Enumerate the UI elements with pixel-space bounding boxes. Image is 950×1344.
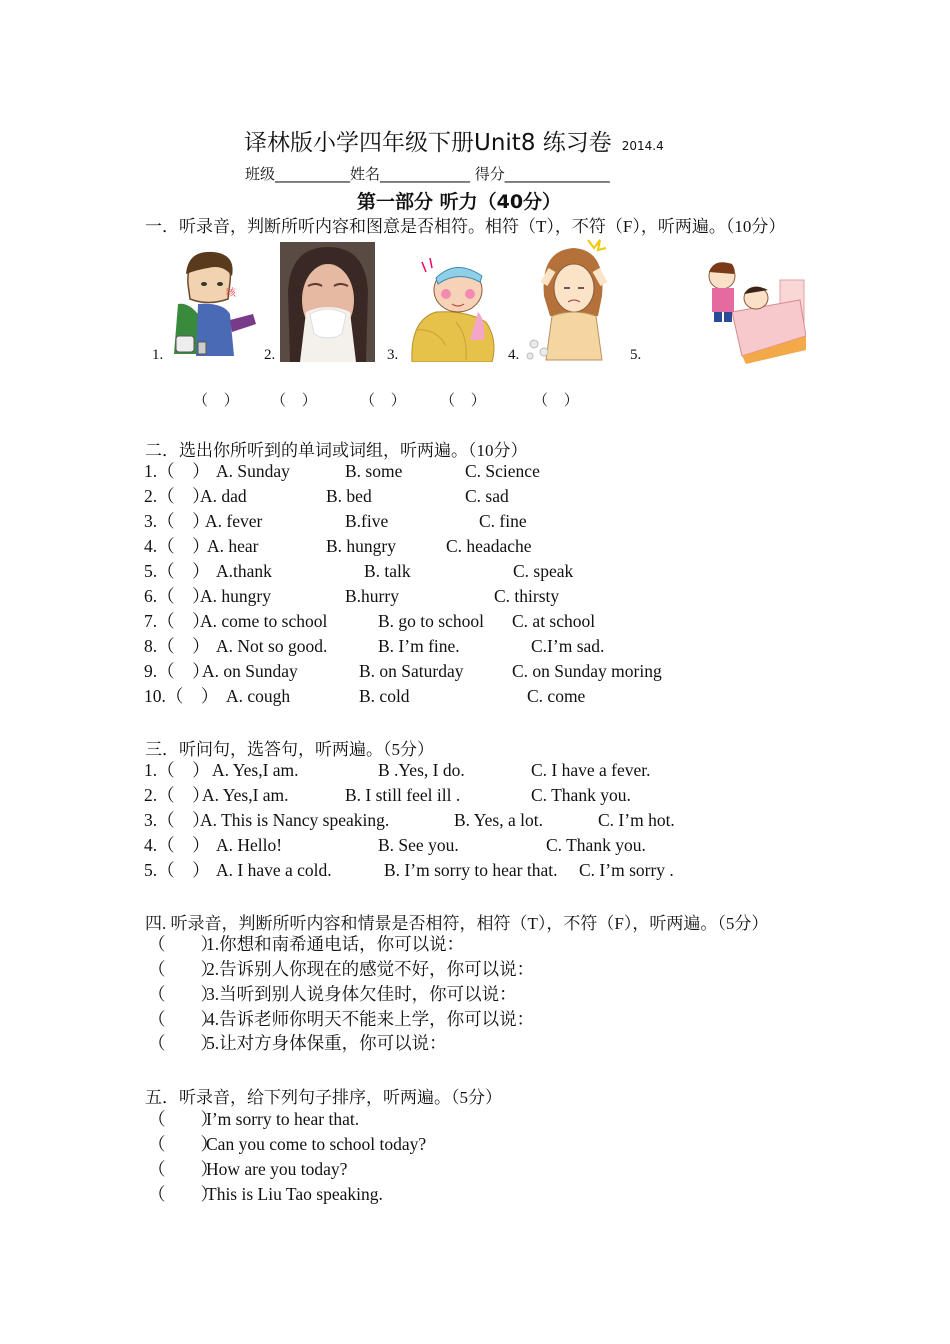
- section3-row-2: [144, 783, 844, 808]
- student-info-line: 班级__________姓名____________ 得分______________: [245, 165, 610, 183]
- section2-row-9: [144, 659, 844, 684]
- section2-row-2: [144, 484, 844, 509]
- statement-text: 1.你想和南希通电话，你可以说：: [206, 934, 465, 954]
- answer-paren[interactable]: （ ）: [148, 1009, 218, 1029]
- section2-row-3: [144, 509, 844, 534]
- fever-cartoon-icon: [406, 250, 498, 362]
- picture-label-5: 5.: [630, 347, 642, 363]
- section4-row-1: [148, 932, 848, 957]
- question-number: 2.（ ）: [144, 486, 210, 506]
- option-c: C. I’m hot.: [598, 810, 675, 830]
- option-a: A. on Sunday: [202, 661, 298, 681]
- answer-paren-3[interactable]: （ ）: [360, 393, 412, 409]
- title-text: 译林版小学四年级下册Unit8 练习卷: [244, 130, 612, 156]
- answer-paren[interactable]: （ ）: [148, 1109, 218, 1129]
- section1-heading: 一．听录音，判断所听内容和图意是否相符。相符（T），不符（F），听两遍。（10分）: [145, 217, 786, 236]
- option-c: C. I have a fever.: [531, 760, 651, 780]
- title-date: 2014.4: [621, 139, 664, 153]
- option-a: A. Yes,I am.: [202, 785, 289, 805]
- option-b: B. See you.: [378, 835, 459, 855]
- page-title: [244, 124, 664, 157]
- section4-row-5: [148, 1031, 848, 1056]
- sick-in-bed-cartoon-icon: [702, 250, 806, 364]
- picture-label-1: 1.: [152, 347, 164, 363]
- section2-row-1: [144, 459, 844, 484]
- sentence-text: Can you come to school today?: [206, 1134, 427, 1154]
- sentence-text: How are you today?: [206, 1159, 348, 1179]
- option-b: B. go to school: [378, 611, 484, 631]
- option-a: A. Sunday: [216, 461, 290, 481]
- option-b: B. I’m fine.: [378, 636, 460, 656]
- section2-row-4: [144, 534, 844, 559]
- question-number: 3.（ ）: [144, 810, 210, 830]
- option-b: B. some: [345, 461, 403, 481]
- section2-row-7: [144, 609, 844, 634]
- option-c: C. Thank you.: [531, 785, 631, 805]
- option-c: C. at school: [512, 611, 596, 631]
- answer-paren-2[interactable]: （ ）: [271, 393, 323, 409]
- option-c: C.I’m sad.: [531, 636, 605, 656]
- section4-row-2: [148, 957, 848, 982]
- question-number: 3.（ ）: [144, 511, 210, 531]
- section2-heading: 二．选出你所听到的单词或词组，听两遍。（10分）: [145, 441, 528, 460]
- section2-row-8: [144, 634, 844, 659]
- answer-paren[interactable]: （ ）: [148, 1184, 218, 1204]
- option-a: A. This is Nancy speaking.: [200, 810, 390, 830]
- section5-row-4: [148, 1182, 848, 1207]
- picture-label-3: 3.: [387, 347, 399, 363]
- statement-text: 4.告诉老师你明天不能来上学，你可以说：: [206, 1009, 535, 1029]
- picture-label-2: 2.: [264, 347, 276, 363]
- option-a: A. dad: [200, 486, 247, 506]
- cough-cartoon-icon: [168, 244, 260, 362]
- option-a: A. cough: [226, 686, 291, 706]
- option-c: C. Thank you.: [546, 835, 646, 855]
- section2-row-5: [144, 559, 844, 584]
- option-c: C. sad: [465, 486, 509, 506]
- option-b: B. Yes, a lot.: [454, 810, 543, 830]
- section3-row-5: [144, 858, 844, 883]
- option-a: A. Not so good.: [216, 636, 328, 656]
- question-number: 7.（ ）: [144, 611, 210, 631]
- option-c: C. fine: [479, 511, 527, 531]
- statement-text: 2.告诉别人你现在的感觉不好，你可以说：: [206, 959, 535, 979]
- option-c: C. thirsty: [494, 586, 560, 606]
- option-b: B .Yes, I do.: [378, 760, 465, 780]
- option-b: B. bed: [326, 486, 372, 506]
- option-a: A. hear: [207, 536, 259, 556]
- option-c: C. Science: [465, 461, 540, 481]
- section3-row-3: [144, 808, 844, 833]
- part-title: 第一部分 听力（40分）: [357, 191, 562, 213]
- section5-row-3: [148, 1157, 848, 1182]
- option-a: A. Yes,I am.: [212, 760, 299, 780]
- answer-paren-5[interactable]: （ ）: [533, 393, 585, 409]
- question-number: 4.（ ）: [144, 536, 210, 556]
- option-b: B. hungry: [326, 536, 396, 556]
- question-number: 5.（ ）: [144, 561, 210, 581]
- question-number: 9.（ ）: [144, 661, 210, 681]
- option-a: A. Hello!: [216, 835, 283, 855]
- option-a: A. I have a cold.: [216, 860, 332, 880]
- option-c: C. come: [527, 686, 586, 706]
- answer-paren-4[interactable]: （ ）: [440, 393, 492, 409]
- section5-row-2: [148, 1132, 848, 1157]
- answer-paren[interactable]: （ ）: [148, 1134, 218, 1154]
- answer-paren-1[interactable]: （ ）: [193, 393, 245, 409]
- section3-row-4: [144, 833, 844, 858]
- section3-heading: 三．听问句，选答句，听两遍。（5分）: [145, 740, 434, 759]
- option-b: B. I’m sorry to hear that.: [384, 860, 558, 880]
- picture-label-4: 4.: [508, 347, 520, 363]
- headache-cartoon-icon: [522, 236, 620, 362]
- option-a: A.thank: [216, 561, 272, 581]
- question-number: 5.（ ）: [144, 860, 210, 880]
- section2-row-10: [144, 684, 844, 709]
- question-number: 2.（ ）: [144, 785, 210, 805]
- question-number: 6.（ ）: [144, 586, 210, 606]
- answer-paren[interactable]: （ ）: [148, 1159, 218, 1179]
- option-c: C. headache: [446, 536, 532, 556]
- section2-row-6: [144, 584, 844, 609]
- option-b: B. cold: [359, 686, 410, 706]
- section4-row-4: [148, 1007, 848, 1032]
- sentence-text: I’m sorry to hear that.: [206, 1109, 360, 1129]
- option-a: A. come to school: [200, 611, 328, 631]
- option-c: C. I’m sorry .: [579, 860, 674, 880]
- option-b: B.hurry: [345, 586, 399, 606]
- section4-heading: 四. 听录音，判断所听内容和情景是否相符，相符（T），不符（F），听两遍。（5分）: [145, 914, 769, 933]
- sentence-text: This is Liu Tao speaking.: [206, 1184, 383, 1204]
- question-number: 10.（ ）: [144, 686, 219, 706]
- section5-heading: 五．听录音，给下列句子排序，听两遍。（5分）: [145, 1088, 502, 1107]
- question-number: 4.（ ）: [144, 835, 210, 855]
- question-number: 1.（ ）: [144, 461, 210, 481]
- statement-text: 5.让对方身体保重，你可以说：: [206, 1033, 447, 1053]
- option-b: B. I still feel ill .: [345, 785, 461, 805]
- option-b: B. talk: [364, 561, 411, 581]
- option-a: A. fever: [205, 511, 263, 531]
- section4-row-3: [148, 982, 848, 1007]
- option-c: C. speak: [513, 561, 574, 581]
- option-c: C. on Sunday moring: [512, 661, 662, 681]
- section5-row-1: [148, 1107, 848, 1132]
- option-a: A. hungry: [200, 586, 271, 606]
- answer-paren[interactable]: （ ）: [148, 1033, 218, 1053]
- answer-paren[interactable]: （ ）: [148, 959, 218, 979]
- question-number: 8.（ ）: [144, 636, 210, 656]
- svg-text:咳: 咳: [226, 288, 236, 299]
- section3-row-1: [144, 758, 844, 783]
- answer-paren[interactable]: （ ）: [148, 934, 218, 954]
- question-number: 1.（ ）: [144, 760, 210, 780]
- statement-text: 3.当听到别人说身体欠佳时，你可以说：: [206, 984, 517, 1004]
- sneeze-woman-photo: [280, 242, 375, 362]
- answer-paren[interactable]: （ ）: [148, 984, 218, 1004]
- option-b: B.five: [345, 511, 389, 531]
- option-b: B. on Saturday: [359, 661, 464, 681]
